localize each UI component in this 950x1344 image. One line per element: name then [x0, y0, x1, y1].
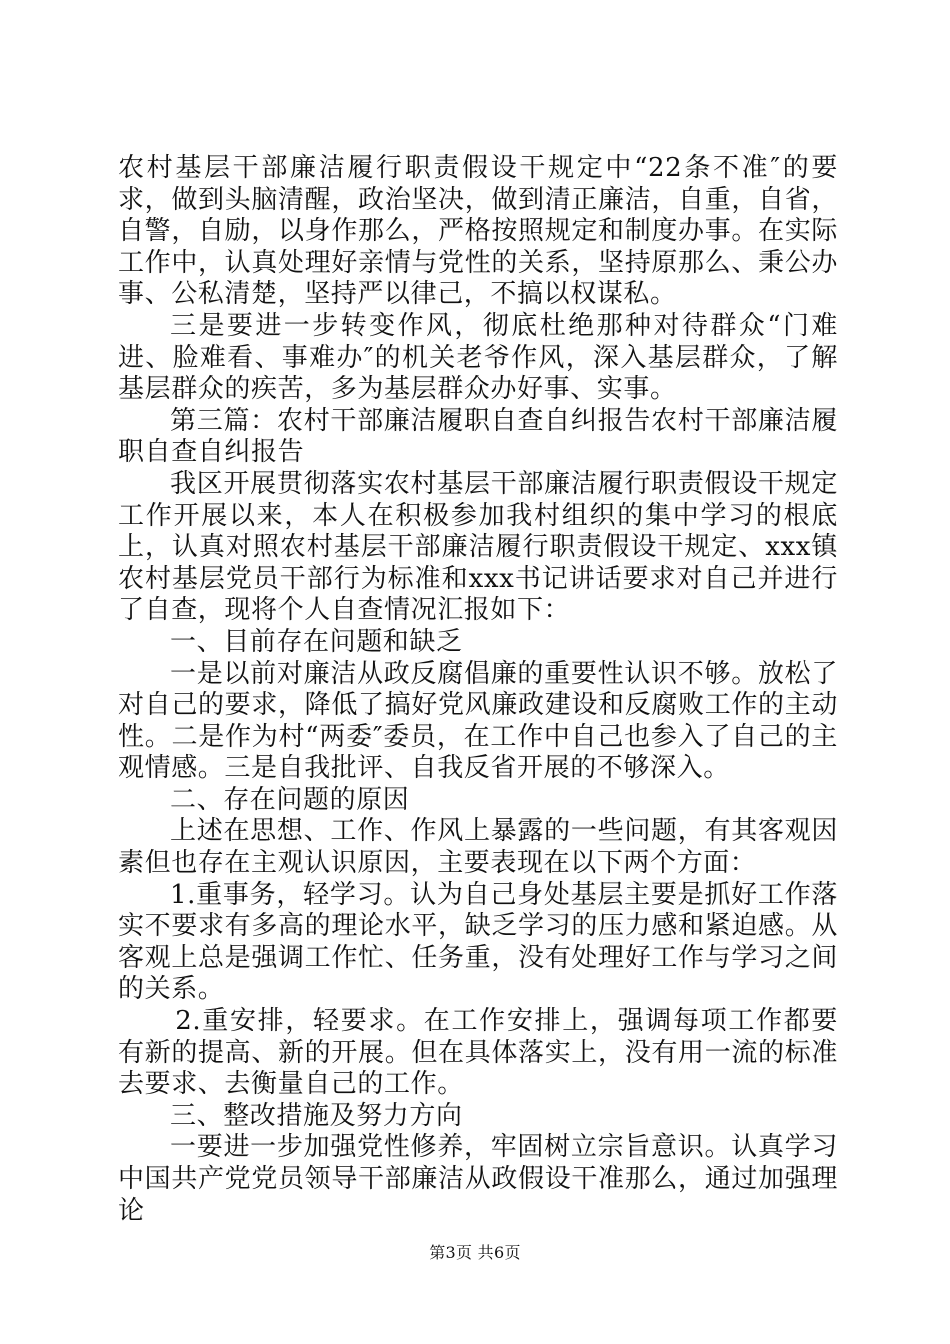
paragraph-causes-intro: 上述在思想、工作、作风上暴露的一些问题，有其客观因素但也存在主观认识原因，主要表现在以下两个方面：: [118, 816, 838, 879]
heading-rectification-measures: 三、整改措施及努力方向: [170, 1100, 463, 1131]
paragraph-continuation: 农村基层干部廉洁履行职责假设干规定中“22条不准″的要求，做到头脑清醒，政治坚决，做到清正廉洁，自重，自省，自警，自励，以身作那么，严格按照规定和制度办事。在实际工作中，认真处理好亲情与党性的关系，坚持原那么、秉公办事、公私清楚，坚持严以律己，不搞以权谋私。: [118, 153, 838, 310]
paragraph-cause-two: 2.重安排，轻要求。在工作安排上，强调每项工作都要有新的提高、新的开展。但在具体落实上，没有用一流的标准去要求、去衡量自己的工作。: [118, 1006, 838, 1100]
document-body: [118, 153, 838, 1227]
page-number-footer: 第3页 共6页: [429, 1243, 521, 1262]
paragraph-problems: 一是以前对廉洁从政反腐倡廉的重要性认识不够。放松了对自己的要求，降低了搞好党风廉政建设和反腐败工作的主动性。二是作为村“两委″委员，在工作中自己也参入了自己的主观情感。三是自我批评、自我反省开展的不够深入。: [118, 658, 838, 784]
heading-problem-causes: 二、存在问题的原因: [170, 784, 410, 815]
paragraph-measure-one: 一要进一步加强党性修养，牢固树立宗旨意识。认真学习中国共产党党员领导干部廉洁从政假设干准那么，通过加强理论: [118, 1132, 838, 1226]
paragraph-work-style: 三是要进一步转变作风，彻底杜绝那种对待群众“门难进、脸难看、事难办″的机关老爷作风，深入基层群众，了解基层群众的疾苦，多为基层群众办好事、实事。: [118, 310, 838, 405]
section-heading-part-three: 第三篇：农村干部廉洁履职自查自纠报告农村干部廉洁履职自查自纠报告: [118, 405, 838, 468]
paragraph-introduction: 我区开展贯彻落实农村基层干部廉洁履行职责假设干规定工作开展以来，本人在积极参加我村组织的集中学习的根底上，认真对照农村基层干部廉洁履行职责假设干规定、xxx镇农村基层党员干部行为标准和xxx书记讲话要求对自己并进行了自查，现将个人自查情况汇报如下：: [118, 468, 838, 626]
paragraph-cause-one: 1.重事务，轻学习。认为自己身处基层主要是抓好工作落实不要求有多高的理论水平，缺乏学习的压力感和紧迫感。从客观上总是强调工作忙、任务重，没有处理好工作与学习之间的关系。: [118, 879, 838, 1005]
heading-existing-problems: 一、目前存在问题和缺乏: [170, 626, 463, 657]
